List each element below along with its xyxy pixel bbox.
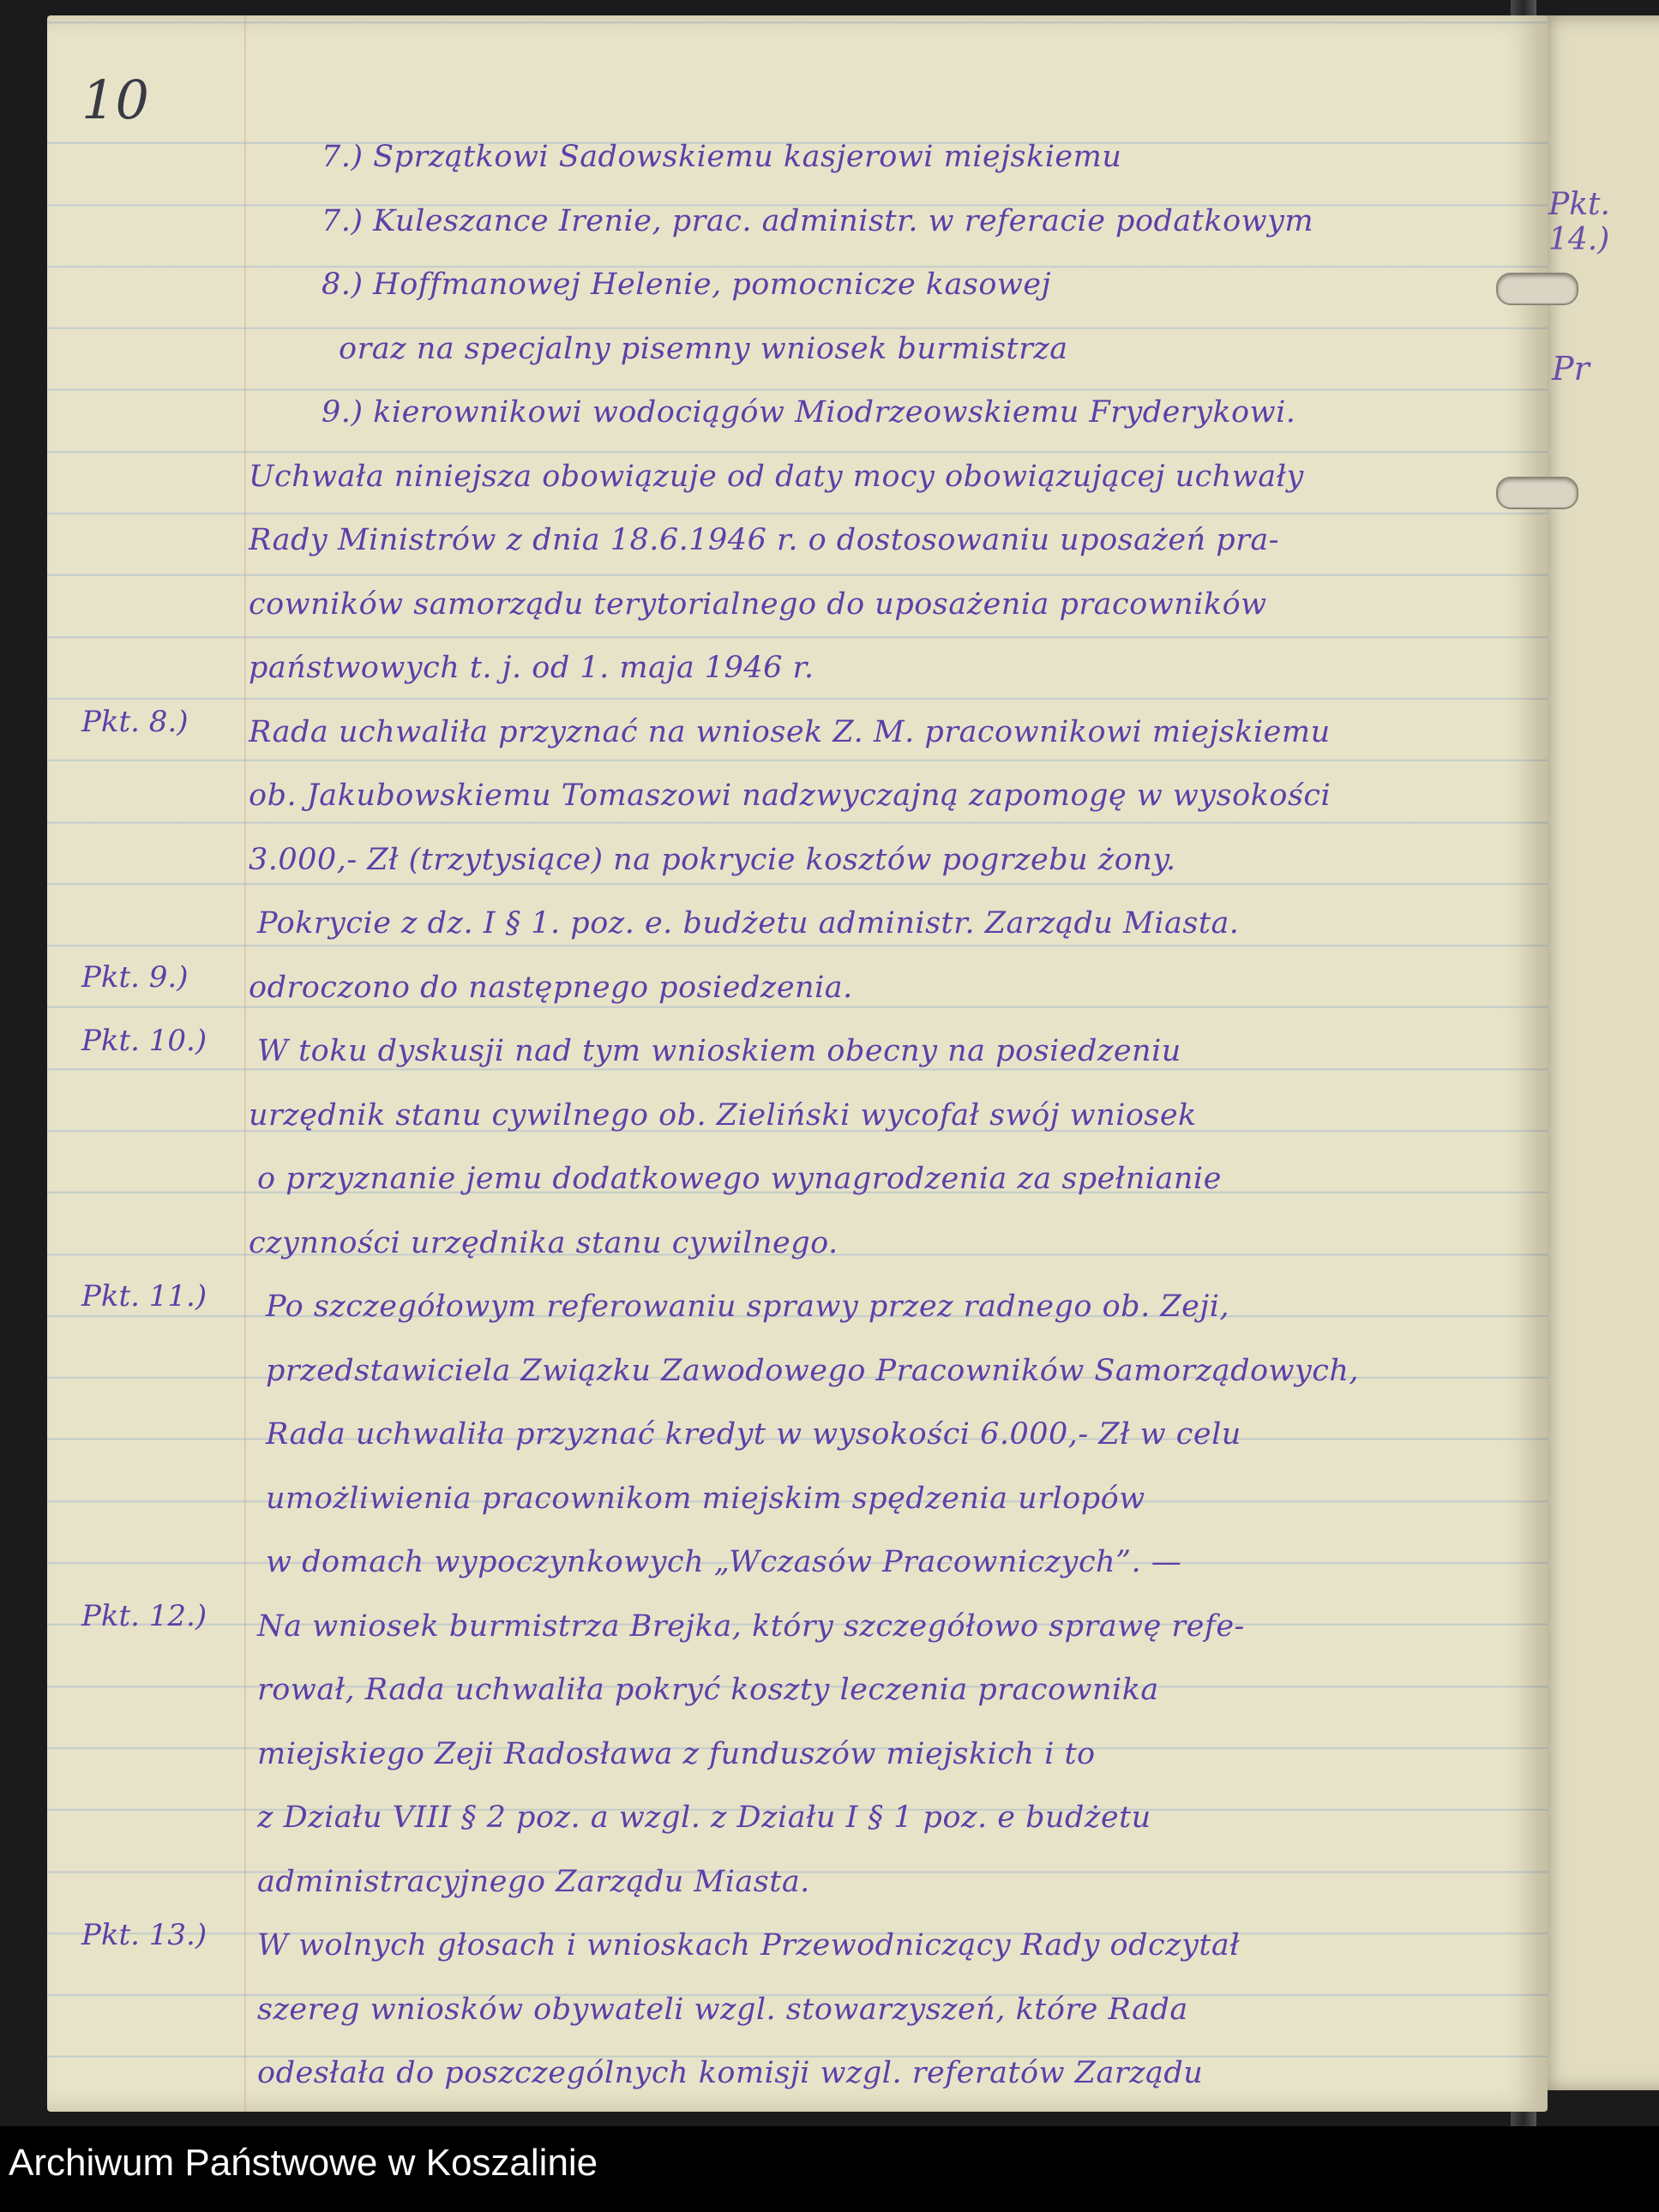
text-line: 7.) Kuleszance Irenie, prac. administr. w referacie podatkowym xyxy=(322,204,1314,238)
item-label-8: Pkt. 8.) xyxy=(81,705,189,739)
text-line: odesłała do poszczególnych komisji wzgl. referatów Zarządu xyxy=(257,2056,1204,2090)
text-line: Rada uchwaliła przyznać kredyt w wysokości 6.000,- Zł w celu xyxy=(266,1417,1241,1452)
notebook-page xyxy=(47,15,1548,2112)
text-line: 3.000,- Zł (trzytysiące) na pokrycie kosztów pogrzebu żony. xyxy=(249,843,1176,877)
text-line: z Działu VIII § 2 poz. a wzgl. z Działu I § 1 poz. e budżetu xyxy=(257,1800,1151,1835)
margin-rule xyxy=(244,15,246,2112)
next-page-edge xyxy=(1530,15,1659,2090)
text-line: administracyjnego Zarządu Miasta. xyxy=(257,1865,810,1899)
next-page-label: Pkt. 14.) xyxy=(1548,187,1610,257)
text-line: W wolnych głosach i wnioskach Przewodniczący Rady odczytał xyxy=(257,1928,1241,1963)
item-label-9: Pkt. 9.) xyxy=(81,960,189,995)
text-line: odroczono do następnego posiedzenia. xyxy=(249,971,853,1005)
text-line: o przyznanie jemu dodatkowego wynagrodzenia za spełnianie xyxy=(257,1162,1222,1196)
text-line: przedstawiciela Związku Zawodowego Pracowników Samorządowych, xyxy=(266,1354,1360,1388)
text-line: W toku dyskusji nad tym wnioskiem obecny na posiedzeniu xyxy=(257,1034,1181,1068)
text-line: Uchwała niniejsza obowiązuje od daty mocy obowiązującej uchwały xyxy=(249,460,1304,494)
text-line: szereg wniosków obywateli wzgl. stowarzyszeń, które Rada xyxy=(257,1993,1188,2027)
text-line: oraz na specjalny pisemny wniosek burmistrza xyxy=(339,332,1068,366)
text-line: cowników samorządu terytorialnego do uposażenia pracowników xyxy=(249,587,1267,622)
next-page-fragment: Pr xyxy=(1552,350,1590,388)
text-line: Pokrycie z dz. I § 1. poz. e. budżetu administr. Zarządu Miasta. xyxy=(257,906,1240,941)
text-line: Rada uchwaliła przyznać na wniosek Z. M. pracownikowi miejskiemu xyxy=(249,715,1331,749)
text-line: w domach wypoczynkowych „Wczasów Pracowniczych”. — xyxy=(266,1545,1182,1579)
text-line: 8.) Hoffmanowej Helenie, pomocnicze kasowej xyxy=(322,267,1051,302)
item-label-10: Pkt. 10.) xyxy=(81,1024,207,1058)
text-line: urzędnik stanu cywilnego ob. Zieliński wycofał swój wniosek xyxy=(249,1098,1197,1133)
text-line: ob. Jakubowskiemu Tomaszowi nadzwyczajną zapomogę w wysokości xyxy=(249,778,1331,813)
text-line: rował, Rada uchwaliła pokryć koszty leczenia pracownika xyxy=(257,1673,1159,1707)
archive-name: Archiwum Państwowe w Koszalinie xyxy=(9,2142,598,2184)
text-line: miejskiego Zeji Radosława z funduszów miejskich i to xyxy=(257,1737,1096,1771)
text-line: Rady Ministrów z dnia 18.6.1946 r. o dostosowaniu uposażeń pra- xyxy=(249,523,1280,557)
text-line: umożliwienia pracownikom miejskim spędzenia urlopów xyxy=(266,1482,1145,1516)
text-line: Po szczegółowym referowaniu sprawy przez radnego ob. Zeji, xyxy=(266,1289,1230,1324)
item-label-13: Pkt. 13.) xyxy=(81,1918,207,1952)
binding-hole-bottom xyxy=(1496,477,1578,509)
text-line: czynności urzędnika stanu cywilnego. xyxy=(249,1226,839,1260)
item-label-11: Pkt. 11.) xyxy=(81,1279,207,1313)
page-number: 10 xyxy=(81,69,149,131)
archive-footer xyxy=(0,2126,1659,2212)
binding-hole-top xyxy=(1496,273,1578,305)
item-label-12: Pkt. 12.) xyxy=(81,1599,207,1633)
text-line: Na wniosek burmistrza Brejka, który szczegółowo sprawę refe- xyxy=(257,1609,1245,1644)
text-line: 7.) Sprzątkowi Sadowskiemu kasjerowi miejskiemu xyxy=(322,140,1122,174)
text-line: państwowych t. j. od 1. maja 1946 r. xyxy=(249,651,814,685)
text-line: 9.) kierownikowi wodociągów Miodrzeowskiemu Fryderykowi. xyxy=(322,395,1296,430)
